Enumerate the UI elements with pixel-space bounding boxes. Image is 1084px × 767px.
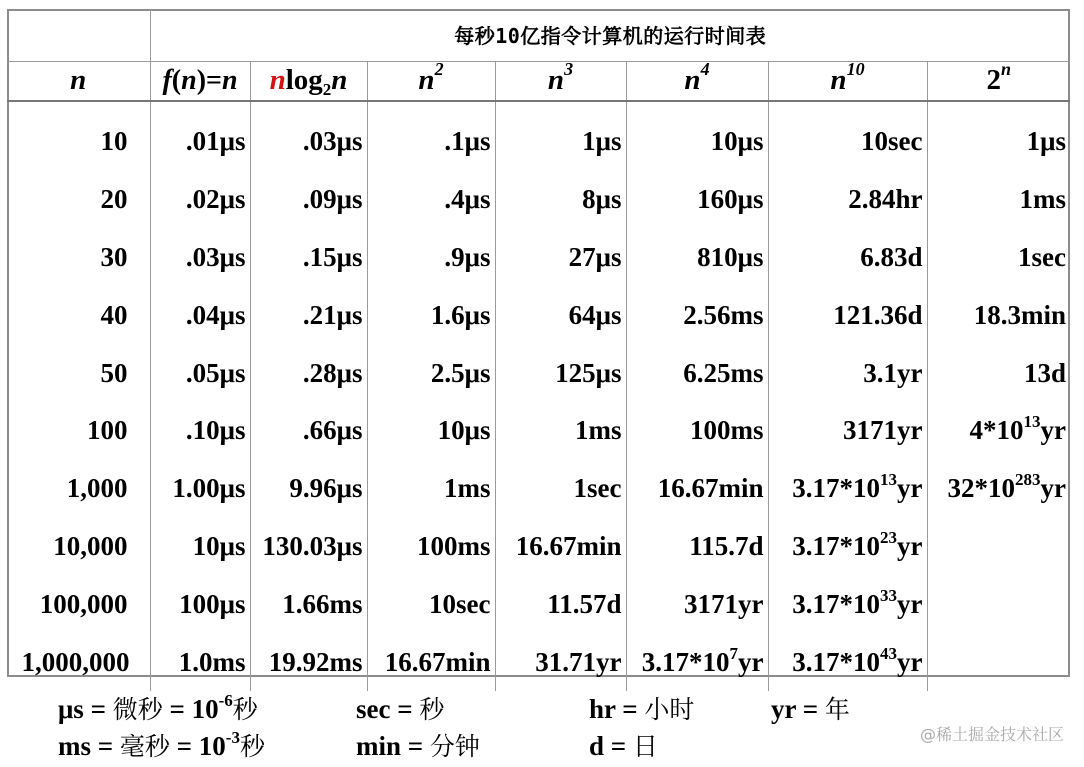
exp-cell: 1ms (927, 171, 1070, 229)
header-fn: f(n)=n (150, 61, 250, 101)
exp-cell (927, 633, 1070, 691)
n4-cell: 6.25ms (626, 344, 768, 402)
header-n10: $n^{10}$ (768, 61, 927, 101)
n10-cell: $3.17*10^{33}yr$ (768, 575, 927, 633)
nlogn-cell: .66μs (250, 402, 367, 460)
title-row (7, 9, 1070, 61)
n3-cell: 1ms (495, 402, 626, 460)
n4-cell: 100ms (626, 402, 768, 460)
legend-millisecond: ms = 毫秒 = $10^{-3}$秒 (58, 728, 265, 761)
table-row (7, 113, 1070, 171)
table-body (7, 113, 1070, 691)
table-row (7, 171, 1070, 229)
n-cell: 50 (100, 357, 128, 388)
n2-cell: 10μs (367, 402, 495, 460)
n10-cell: 10sec (768, 113, 927, 171)
n4-cell: 3171yr (626, 575, 768, 633)
table-row (7, 518, 1070, 576)
legend-year: yr = 年 (771, 694, 850, 724)
table-row (7, 575, 1070, 633)
table-title: 每秒10亿指令计算机的运行时间表 (150, 9, 1070, 61)
fn-cell: 10μs (150, 518, 250, 576)
n4-cell: $3.17*10^7yr$ (626, 633, 768, 691)
n3-cell: 8μs (495, 171, 626, 229)
exp-cell: 1μs (927, 113, 1070, 171)
n3-cell: 16.67min (495, 518, 626, 576)
n-cell: 10,000 (53, 530, 128, 561)
n-cell: 100 (87, 415, 128, 446)
header-row (7, 61, 1070, 101)
fn-cell: .10μs (150, 402, 250, 460)
exp-cell: 1sec (927, 229, 1070, 287)
n2-cell: .4μs (367, 171, 495, 229)
n4-cell: 810μs (626, 229, 768, 287)
table-row (7, 402, 1070, 460)
n3-cell: 27μs (495, 229, 626, 287)
header-n2: $n^2$ (367, 61, 495, 101)
nlogn-cell: .03μs (250, 113, 367, 171)
exp-cell: $4*10^{13}yr$ (927, 402, 1070, 460)
nlogn-cell: .28μs (250, 344, 367, 402)
legend-microsecond: μs = 微秒 = $10^{-6}$秒 (58, 691, 258, 724)
table-row (7, 344, 1070, 402)
fn-cell: .04μs (150, 286, 250, 344)
exp-cell (927, 575, 1070, 633)
n3-cell: 31.71yr (495, 633, 626, 691)
n10-cell: $3.17*10^{23}yr$ (768, 518, 927, 576)
legend-minute: min = 分钟 (356, 731, 480, 761)
n2-cell: 16.67min (367, 633, 495, 691)
n-cell: 10 (100, 126, 128, 157)
n4-cell: 160μs (626, 171, 768, 229)
n3-cell: 1sec (495, 460, 626, 518)
n4-cell: 115.7d (626, 518, 768, 576)
n2-cell: 1ms (367, 460, 495, 518)
n10-cell: 3.1yr (768, 344, 927, 402)
nlogn-cell: .15μs (250, 229, 367, 287)
running-time-table (7, 9, 1070, 691)
header-n: n (7, 61, 150, 101)
legend-day: d = 日 (589, 731, 658, 761)
header-nlogn: nlog$_2$n (250, 61, 367, 101)
n-cell: 20 (100, 184, 128, 215)
table-row (7, 460, 1070, 518)
n2-cell: .1μs (367, 113, 495, 171)
n10-cell: 121.36d (768, 286, 927, 344)
nlogn-cell: .09μs (250, 171, 367, 229)
corner-cell (7, 9, 150, 61)
fn-cell: 100μs (150, 575, 250, 633)
exp-cell: $32*10^{283}yr$ (927, 460, 1070, 518)
n10-cell: 2.84hr (768, 171, 927, 229)
nlogn-cell: 130.03μs (250, 518, 367, 576)
n2-cell: .9μs (367, 229, 495, 287)
fn-cell: .01μs (150, 113, 250, 171)
n-cell: 100,000 (39, 588, 128, 619)
n-cell: 1,000 (66, 473, 128, 504)
n-cell: 40 (100, 299, 128, 330)
n4-cell: 10μs (626, 113, 768, 171)
n-cell: 1,000,000 (21, 646, 130, 677)
fn-cell: 1.0ms (150, 633, 250, 691)
n10-cell: 6.83d (768, 229, 927, 287)
n3-cell: 1μs (495, 113, 626, 171)
fn-cell: .02μs (150, 171, 250, 229)
n2-cell: 10sec (367, 575, 495, 633)
exp-cell (927, 518, 1070, 576)
n3-cell: 64μs (495, 286, 626, 344)
fn-cell: .05μs (150, 344, 250, 402)
nlogn-cell: 9.96μs (250, 460, 367, 518)
exp-cell: 18.3min (927, 286, 1070, 344)
table-row (7, 633, 1070, 691)
fn-cell: .03μs (150, 229, 250, 287)
n10-cell: $3.17*10^{13}yr$ (768, 460, 927, 518)
n4-cell: 16.67min (626, 460, 768, 518)
n3-cell: 11.57d (495, 575, 626, 633)
n2-cell: 2.5μs (367, 344, 495, 402)
n3-cell: 125μs (495, 344, 626, 402)
header-2n: 2$^n$ (927, 61, 1070, 101)
table-row (7, 286, 1070, 344)
header-n4: $n^4$ (626, 61, 768, 101)
n10-cell: 3171yr (768, 402, 927, 460)
header-n3: $n^3$ (495, 61, 626, 101)
nlogn-cell: 19.92ms (250, 633, 367, 691)
fn-cell: 1.00μs (150, 460, 250, 518)
n2-cell: 1.6μs (367, 286, 495, 344)
n-cell: 30 (100, 241, 128, 272)
table-row (7, 229, 1070, 287)
n10-cell: $3.17*10^{43}yr$ (768, 633, 927, 691)
watermark: @稀土掘金技术社区 (919, 725, 1064, 744)
nlogn-cell: .21μs (250, 286, 367, 344)
n2-cell: 100ms (367, 518, 495, 576)
exp-cell: 13d (927, 344, 1070, 402)
n4-cell: 2.56ms (626, 286, 768, 344)
legend-second: sec = 秒 (356, 694, 445, 724)
legend-hour: hr = 小时 (589, 694, 695, 724)
nlogn-cell: 1.66ms (250, 575, 367, 633)
